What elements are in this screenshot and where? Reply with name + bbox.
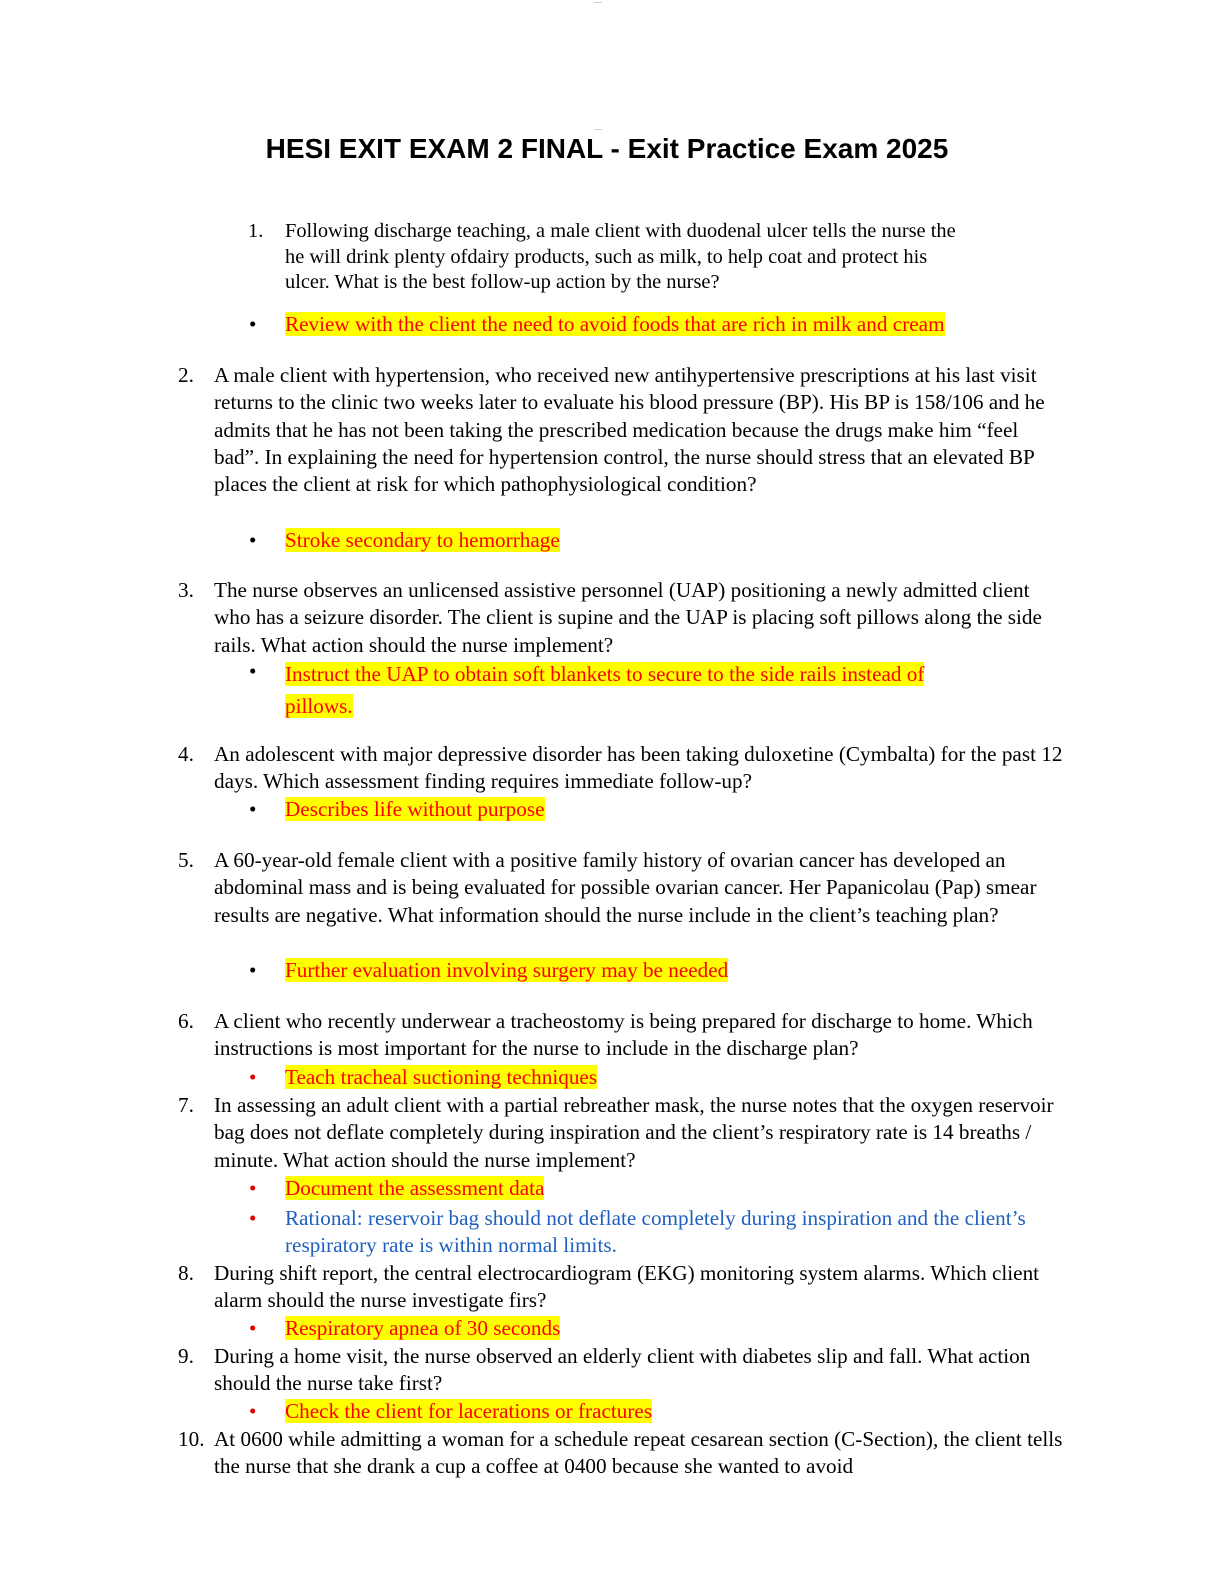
question-number: 5. bbox=[178, 848, 194, 872]
question-7 bbox=[178, 1092, 1068, 1174]
page-title: HESI EXIT EXAM 2 FINAL - Exit Practice Exam 2025 bbox=[265, 133, 949, 164]
question-text: A 60-year-old female client with a positive family history of ovarian cancer has developed an abdominal mass and is being evaluated for possible ovarian cancer. Her Papanicolau (Pap) smear results are negative. What information should the nurse include in the client’s teaching plan? bbox=[214, 848, 1037, 927]
question-number: 4. bbox=[178, 742, 194, 766]
answer-text: Describes life without purpose bbox=[285, 797, 545, 821]
answer-text-line-1: Instruct the UAP to obtain soft blankets to secure to the side rails instead of bbox=[285, 662, 925, 686]
question-text: A client who recently underwear a tracheostomy is being prepared for discharge to home. Which instructions is most important for the nurse to include in the discharge plan? bbox=[214, 1009, 1033, 1061]
answer-text: Further evaluation involving surgery may be needed bbox=[285, 958, 729, 982]
bullet-icon: • bbox=[249, 958, 257, 982]
answer-text: Stroke secondary to hemorrhage bbox=[285, 528, 560, 552]
question-5 bbox=[178, 847, 1068, 957]
answer-text-line-2: pillows. bbox=[285, 694, 353, 718]
question-text: Following discharge teaching, a male client with duodenal ulcer tells the nurse the he will drink plenty ofdairy products, such as milk, to help coat and protect his ulcer. What is the best follow-up action by the nurse? bbox=[285, 220, 956, 293]
question-number: 8. bbox=[178, 1261, 194, 1285]
bullet-icon: • bbox=[249, 1065, 257, 1089]
question-text: In assessing an adult client with a partial rebreather mask, the nurse notes that the oxygen reservoir bag does not deflate completely during inspiration and the client’s respiratory rate is 14 breaths / minute. What action should the nurse implement? bbox=[214, 1093, 1054, 1172]
question-4 bbox=[178, 741, 1068, 797]
title-mark: ---- bbox=[594, 127, 602, 133]
question-text: During a home visit, the nurse observed an elderly client with diabetes slip and fall. What action should the nurse take first? bbox=[214, 1344, 1031, 1396]
question-9 bbox=[178, 1343, 1068, 1399]
question-number: 3. bbox=[178, 578, 194, 602]
header-mark: ---- bbox=[594, 0, 602, 6]
bullet-icon: • bbox=[249, 528, 257, 552]
bullet-icon: • bbox=[249, 1316, 257, 1340]
bullet-icon: • bbox=[249, 1206, 257, 1230]
question-text: An adolescent with major depressive disorder has been taking duloxetine (Cymbalta) for the past 12 days. Which assessment finding requires immediate follow-up? bbox=[214, 742, 1063, 794]
question-6 bbox=[178, 1008, 1068, 1064]
bullet-icon: • bbox=[249, 1176, 257, 1200]
answer-text: Check the client for lacerations or fractures bbox=[285, 1399, 653, 1423]
question-text: At 0600 while admitting a woman for a schedule repeat cesarean section (C-Section), the client tells the nurse that she drank a cup a coffee at 0400 because she wanted to avoid bbox=[214, 1427, 1063, 1479]
question-number: 10. bbox=[178, 1427, 205, 1451]
question-number: 1. bbox=[248, 220, 264, 242]
question-number: 2. bbox=[178, 363, 194, 387]
bullet-icon: • bbox=[249, 797, 257, 821]
rationale-text: Rational: reservoir bag should not deflate completely during inspiration and the client’s respiratory rate is within normal limits. bbox=[285, 1206, 1026, 1258]
question-number: 6. bbox=[178, 1009, 194, 1033]
question-number: 9. bbox=[178, 1344, 194, 1368]
bullet-icon: • bbox=[249, 659, 257, 683]
bullet-icon: • bbox=[249, 312, 257, 336]
answer-text: Respiratory apnea of 30 seconds bbox=[285, 1316, 561, 1340]
question-text: During shift report, the central electrocardiogram (EKG) monitoring system alarms. Which client alarm should the nurse investigate firs? bbox=[214, 1261, 1040, 1313]
question-8 bbox=[178, 1260, 1068, 1316]
bullet-icon: • bbox=[249, 1399, 257, 1423]
answer-text: Review with the client the need to avoid foods that are rich in milk and cream bbox=[285, 312, 945, 336]
question-1 bbox=[178, 219, 1068, 299]
question-number: 7. bbox=[178, 1093, 194, 1117]
question-3 bbox=[178, 577, 1068, 659]
answer-text: Document the assessment data bbox=[285, 1176, 545, 1200]
question-text: A male client with hypertension, who received new antihypertensive prescriptions at his last visit returns to the clinic two weeks later to evaluate his blood pressure (BP). His BP is 158/106 and he admits that he has not been taking the prescribed medication because the drugs make him “feel bad”. In explaining the need for hypertension control, the nurse should stress that an elevated BP places the client at risk for which pathophysiological condition? bbox=[214, 363, 1045, 497]
answer-text: Teach tracheal suctioning techniques bbox=[285, 1065, 598, 1089]
question-10 bbox=[178, 1426, 1068, 1482]
question-text: The nurse observes an unlicensed assistive personnel (UAP) positioning a newly admitted client who has a seizure disorder. The client is supine and the UAP is placing soft pillows along the side rails. What action should the nurse implement? bbox=[214, 578, 1042, 657]
question-2 bbox=[178, 362, 1068, 527]
